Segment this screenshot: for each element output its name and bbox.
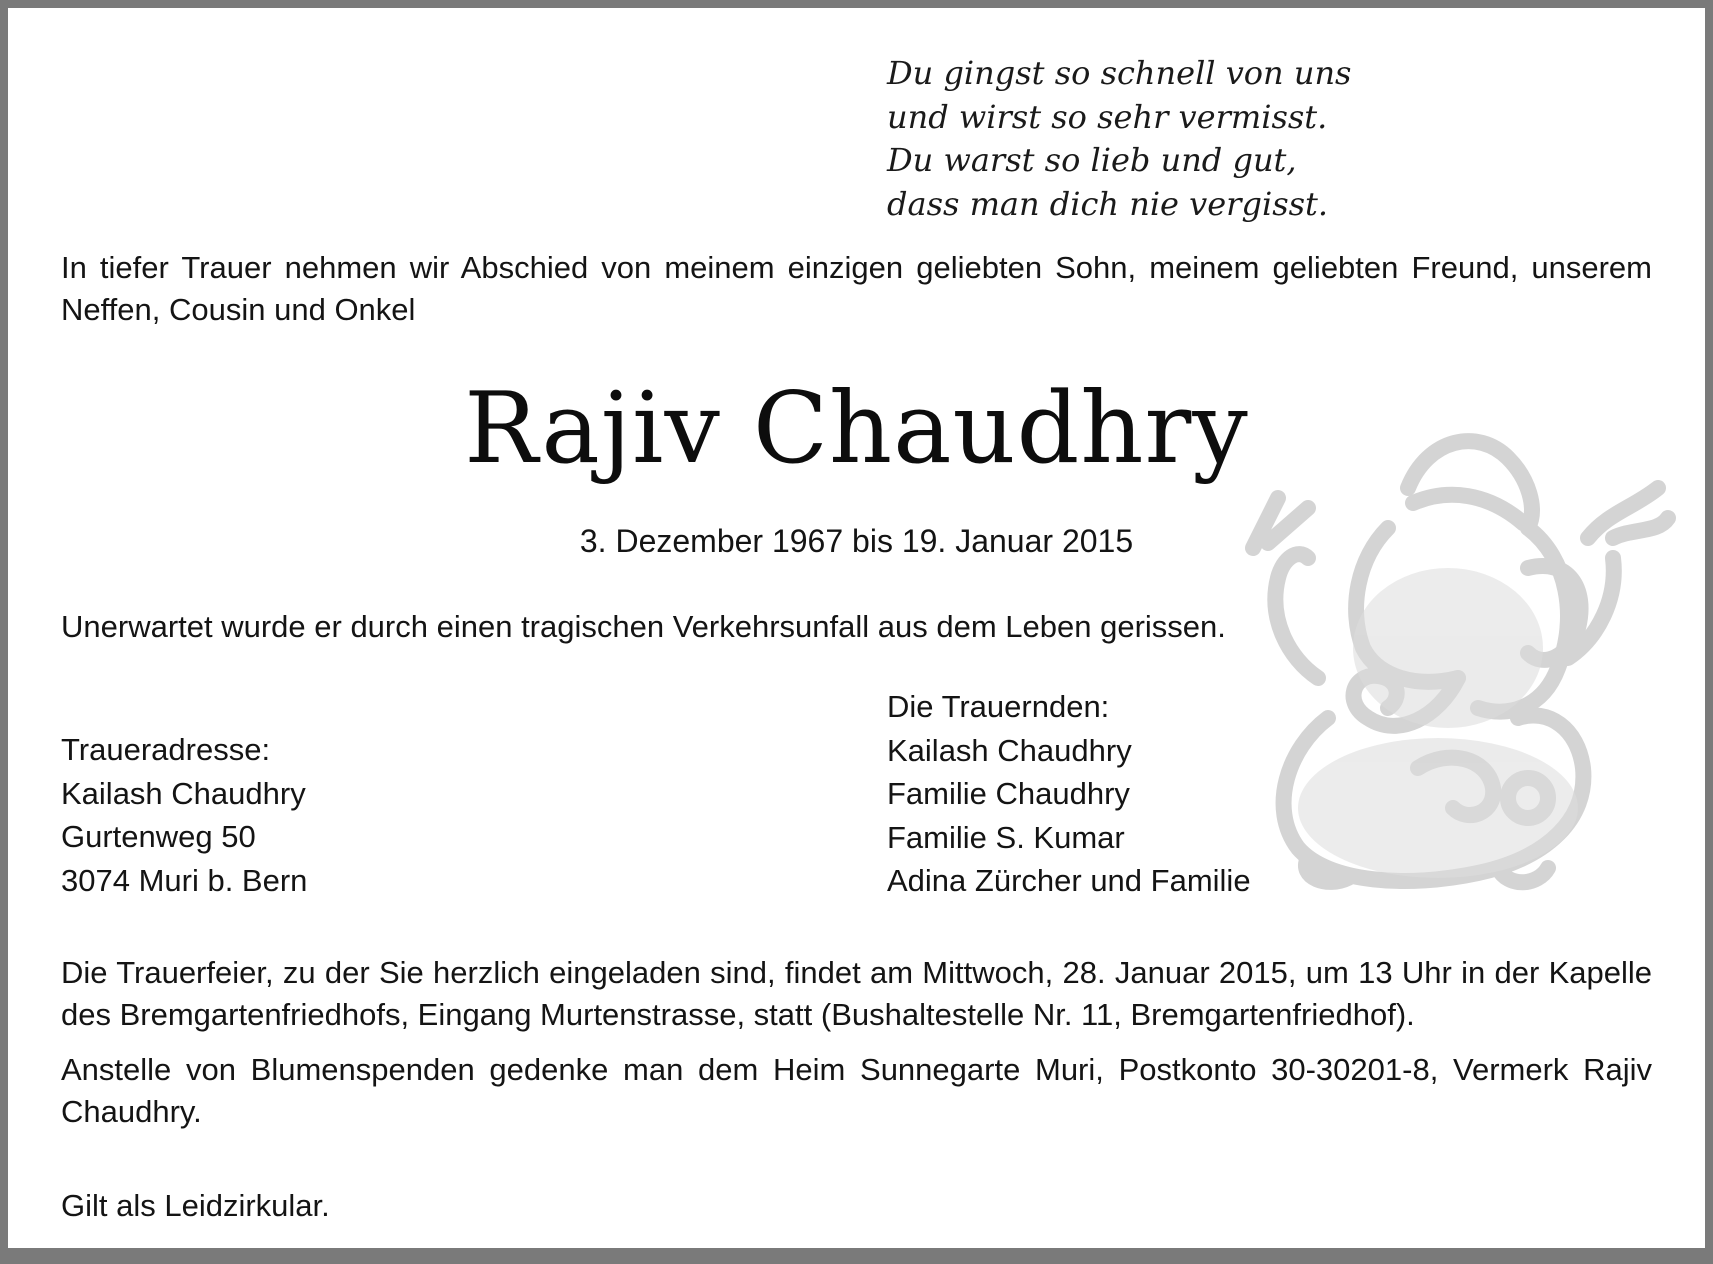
mourner-name: Kailash Chaudhry	[887, 732, 1132, 768]
mourners-list	[887, 685, 1251, 903]
poem-line: dass man dich nie vergisst.	[887, 184, 1329, 223]
life-dates: 3. Dezember 1967 bis 19. Januar 2015	[579, 523, 1134, 559]
mourning-address	[61, 728, 307, 902]
poem-line: Du warst so lieb und gut,	[887, 141, 1297, 179]
mourner-name: Familie Chaudhry	[887, 776, 1130, 811]
donation-text: Anstelle von Blumenspenden gedenke man dem Heim Sunnegarte Muri, Postkonto 30-30201-8, Vermerk Rajiv Chaudhry.	[61, 1052, 1652, 1129]
mourner-name: Adina Zürcher und Familie	[887, 863, 1251, 898]
ceremony-text: Die Trauerfeier, zu der Sie herzlich eingeladen sind, findet am Mittwoch, 28. Januar 2015, um 13 Uhr in der Kapelle des Bremgartenfriedhofs, Eingang Murtenstrasse, statt (Bushaltestelle Nr. 11, Bremgartenfriedhof).	[61, 955, 1652, 1032]
deceased-name: Rajiv Chaudhry	[464, 372, 1249, 486]
mourners-label: Die Trauernden:	[887, 689, 1110, 724]
intro-text: In tiefer Trauer nehmen wir Abschied von meinem einzigen geliebten Sohn, meinem geliebten Freund, unserem Neffen, Cousin und Onkel	[61, 250, 1652, 327]
mourning-address-label: Traueradresse:	[61, 732, 271, 767]
poem	[887, 52, 1351, 226]
address-line: 3074 Muri b. Bern	[61, 862, 308, 898]
poem-line: und wirst so sehr vermisst.	[887, 97, 1328, 136]
circumstance-text: Unerwartet wurde er durch einen tragischen Verkehrsunfall aus dem Leben gerissen.	[61, 609, 1226, 644]
address-line: Gurtenweg 50	[61, 819, 256, 854]
poem-line: Du gingst so schnell von uns	[887, 54, 1352, 92]
obituary-notice	[8, 8, 1705, 1248]
address-line: Kailash Chaudhry	[61, 775, 306, 811]
mourner-name: Familie S. Kumar	[887, 819, 1125, 855]
closing-text: Gilt als Leidzirkular.	[61, 1188, 330, 1223]
